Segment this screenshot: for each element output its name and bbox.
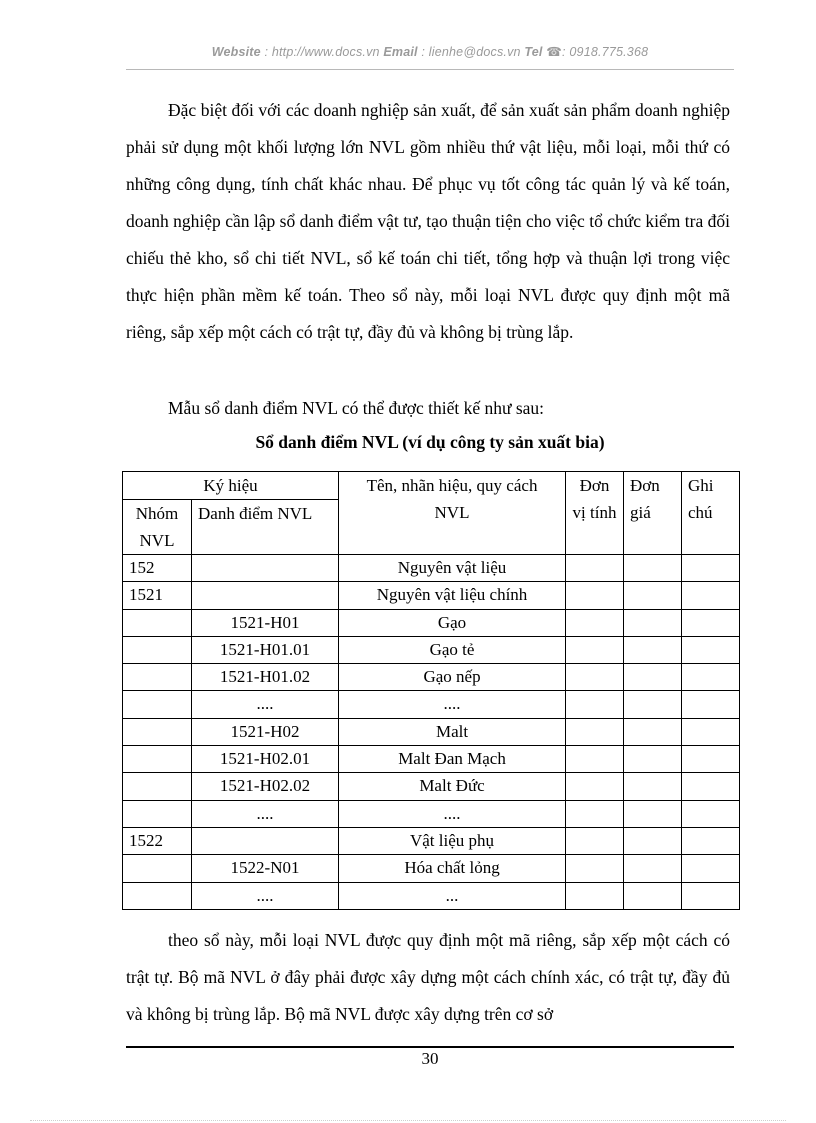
material-name-cell: Nguyên vật liệu chính [339, 582, 566, 609]
table-row [123, 555, 740, 582]
catalog-code-cell: 1521-H02 [192, 718, 339, 745]
group-cell [123, 855, 192, 882]
body-paragraph-2: Mẫu sổ danh điểm NVL có thể được thiết kế như sau: [168, 398, 545, 418]
header-note: Ghi chú [682, 472, 740, 555]
material-name-cell: Malt Đan Mạch [339, 746, 566, 773]
table-row [123, 773, 740, 800]
note-cell [682, 773, 740, 800]
price-cell [624, 773, 682, 800]
note-cell [682, 609, 740, 636]
price-cell [624, 609, 682, 636]
catalog-code-cell [192, 582, 339, 609]
material-name-cell: .... [339, 691, 566, 718]
unit-cell [566, 855, 624, 882]
material-name-cell: Malt Đức [339, 773, 566, 800]
note-cell [682, 691, 740, 718]
unit-cell [566, 800, 624, 827]
note-cell [682, 882, 740, 909]
unit-cell [566, 664, 624, 691]
table-row [123, 691, 740, 718]
catalog-code-cell: 1521-H01.01 [192, 636, 339, 663]
group-cell [123, 718, 192, 745]
website-value: : http://www.docs.vn [264, 45, 380, 59]
unit-cell [566, 882, 624, 909]
page-number: 30 [421, 1049, 439, 1068]
catalog-code-cell: 1521-H01.02 [192, 664, 339, 691]
group-cell: 1522 [123, 827, 192, 854]
unit-cell [566, 773, 624, 800]
body-paragraph-1: Đặc biệt đối với các doanh nghiệp sản xuất, để sản xuất sản phẩm doanh nghiệp phải sử dụng một khối lượng lớn NVL gồm nhiều thứ vật liệu, mỗi loại, mỗi thứ có những công dụng, tính chất khác nhau. Để phục vụ tốt công tác quản lý và kế toán, doanh nghiệp cần lập sổ danh điểm vật tư, tạo thuận tiện cho việc tổ chức kiểm tra đối chiếu thẻ kho, sổ chi tiết NVL, sổ kế toán chi tiết, tổng hợp và thuận lợi trong việc thực hiện phần mềm kế toán. Theo sổ này, mỗi loại NVL được quy định một mã riêng, sắp xếp một cách có trật tự, đầy đủ và không bị trùng lắp. [126, 100, 730, 342]
header-divider [126, 69, 734, 70]
unit-cell [566, 555, 624, 582]
price-cell [624, 664, 682, 691]
unit-cell [566, 609, 624, 636]
group-cell [123, 664, 192, 691]
group-cell [123, 691, 192, 718]
note-cell [682, 718, 740, 745]
header-symbol: Ký hiệu [123, 472, 339, 500]
price-cell [624, 691, 682, 718]
table-row [123, 746, 740, 773]
table-row [123, 855, 740, 882]
header-price: Đơn giá [624, 472, 682, 555]
material-name-cell: Vật liệu phụ [339, 827, 566, 854]
price-cell [624, 582, 682, 609]
tel-label: Tel [524, 45, 543, 59]
note-cell [682, 636, 740, 663]
price-cell [624, 882, 682, 909]
page-header [126, 44, 734, 59]
table-row [123, 636, 740, 663]
note-cell [682, 582, 740, 609]
price-cell [624, 800, 682, 827]
unit-cell [566, 636, 624, 663]
price-cell [624, 555, 682, 582]
unit-cell [566, 691, 624, 718]
unit-cell [566, 718, 624, 745]
table-row [123, 718, 740, 745]
header-catalog-code: Danh điểm NVL [192, 500, 339, 555]
catalog-code-cell: .... [192, 691, 339, 718]
table-row [123, 882, 740, 909]
catalog-code-cell: 1521-H02.02 [192, 773, 339, 800]
table-row [123, 582, 740, 609]
group-cell [123, 636, 192, 663]
group-cell [123, 882, 192, 909]
group-cell: 152 [123, 555, 192, 582]
table-header-row [123, 472, 740, 500]
group-cell [123, 746, 192, 773]
material-name-cell: Nguyên vật liệu [339, 555, 566, 582]
catalog-code-cell: 1521-H02.01 [192, 746, 339, 773]
group-cell [123, 773, 192, 800]
header-unit: Đơn vị tính [566, 472, 624, 555]
email-label: Email [383, 45, 418, 59]
catalog-code-cell: 1521-H01 [192, 609, 339, 636]
table-row [123, 800, 740, 827]
table-title: Sổ danh điểm NVL (ví dụ công ty sản xuất bia) [255, 432, 605, 452]
table-row [123, 664, 740, 691]
page-bottom-border [30, 1120, 786, 1121]
material-name-cell: Malt [339, 718, 566, 745]
material-name-cell: Gạo nếp [339, 664, 566, 691]
price-cell [624, 746, 682, 773]
email-value: : lienhe@docs.vn [421, 45, 521, 59]
price-cell [624, 718, 682, 745]
group-cell [123, 800, 192, 827]
price-cell [624, 855, 682, 882]
note-cell [682, 855, 740, 882]
table-row [123, 609, 740, 636]
catalog-code-cell [192, 555, 339, 582]
catalog-code-cell [192, 827, 339, 854]
note-cell [682, 746, 740, 773]
material-name-cell: ... [339, 882, 566, 909]
unit-cell [566, 827, 624, 854]
note-cell [682, 827, 740, 854]
unit-cell [566, 746, 624, 773]
note-cell [682, 555, 740, 582]
material-name-cell: Gạo tẻ [339, 636, 566, 663]
material-name-cell: .... [339, 800, 566, 827]
material-name-cell: Hóa chất lỏng [339, 855, 566, 882]
group-cell: 1521 [123, 582, 192, 609]
material-name-cell: Gạo [339, 609, 566, 636]
header-group: Nhóm NVL [123, 500, 192, 555]
header-name: Tên, nhãn hiệu, quy cách NVL [339, 472, 566, 555]
note-cell [682, 664, 740, 691]
group-cell [123, 609, 192, 636]
website-label: Website [211, 45, 261, 59]
tel-value: ☎: 0918.775.368 [546, 45, 649, 59]
note-cell [682, 800, 740, 827]
price-cell [624, 827, 682, 854]
material-catalog-table [122, 471, 740, 910]
catalog-code-cell: 1522-N01 [192, 855, 339, 882]
table-row [123, 827, 740, 854]
footer-divider [126, 1046, 734, 1048]
table-body [123, 555, 740, 910]
catalog-code-cell: .... [192, 882, 339, 909]
catalog-code-cell: .... [192, 800, 339, 827]
unit-cell [566, 582, 624, 609]
price-cell [624, 636, 682, 663]
body-paragraph-3: theo sổ này, mỗi loại NVL được quy định một mã riêng, sắp xếp một cách có trật tự. Bộ mã NVL ở đây phải được xây dựng một cách chính xác, có trật tự, đầy đủ và không bị trùng lắp. Bộ mã NVL được xây dựng trên cơ sở [126, 930, 730, 1024]
